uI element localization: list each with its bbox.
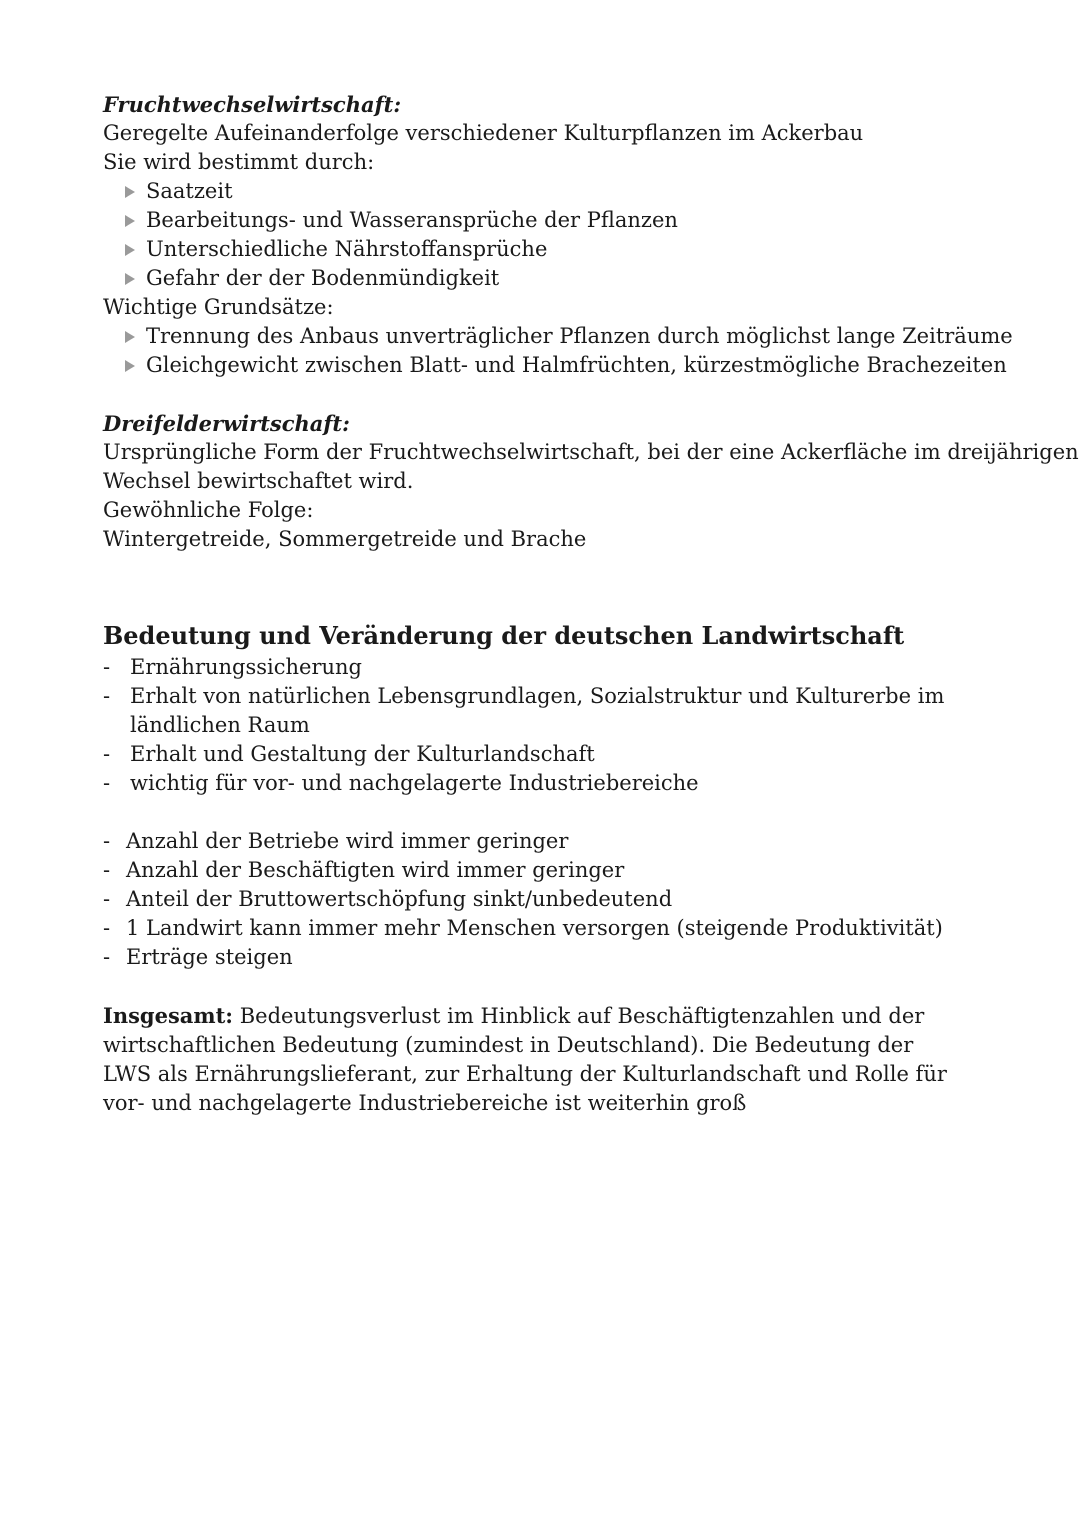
triangle-bullet-icon	[125, 360, 135, 372]
list-item-text: Anteil der Bruttowertschöpfung sinkt/unbedeutend	[126, 887, 673, 911]
dash-bullet: -	[103, 771, 111, 795]
list-item-text: 1 Landwirt kann immer mehr Menschen versorgen (steigende Produktivität)	[126, 916, 943, 940]
list-item	[103, 740, 1003, 769]
list-item-text: Anzahl der Betriebe wird immer geringer	[126, 829, 569, 853]
list-item-text: Saatzeit	[146, 179, 233, 203]
list-item-text: Unterschiedliche Nährstoffansprüche	[146, 237, 548, 261]
triangle-bullet-icon	[125, 273, 135, 285]
sequence-label: Gewöhnliche Folge:	[103, 498, 314, 522]
list-item-text: wichtig für vor- und nachgelagerte Industriebereiche	[130, 771, 699, 795]
spacer	[103, 798, 1003, 827]
determined-by-list	[103, 177, 1003, 293]
dash-bullet: -	[103, 684, 111, 708]
list-item	[125, 322, 1013, 351]
triangle-bullet-icon	[125, 331, 135, 343]
triangle-bullet-icon	[125, 215, 135, 227]
list-item	[103, 856, 1003, 885]
list-item	[103, 682, 1003, 740]
list-item	[103, 914, 1003, 943]
list-item	[103, 885, 1003, 914]
list-item-text: Erhalt und Gestaltung der Kulturlandschaft	[130, 742, 595, 766]
heading-dreifelderwirtschaft: Dreifelderwirtschaft:	[103, 411, 350, 436]
list-item-text: Erhalt von natürlichen Lebensgrundlagen, Sozialstruktur und Kulturerbe im ländlichen Raum	[130, 684, 945, 737]
determined-by-label: Sie wird bestimmt durch:	[103, 150, 375, 174]
changes-list	[103, 827, 1003, 972]
list-item-text: Anzahl der Beschäftigten wird immer geringer	[126, 858, 625, 882]
dash-bullet: -	[103, 742, 111, 766]
summary-label: Insgesamt:	[103, 1003, 234, 1028]
principles-list	[103, 322, 1013, 380]
summary-text: Bedeutungsverlust im Hinblick auf Beschäftigtenzahlen und der wirtschaftlichen Bedeutung (zumindest in Deutschland). Die Bedeutung der LWS als Ernährungslieferant, zur Erhaltung der Kulturlandschaft und Rolle für vor- und nachgelagerte Industriebereiche ist weiterhin groß	[103, 1004, 947, 1115]
dash-bullet: -	[103, 829, 111, 853]
spacer	[103, 554, 1003, 612]
heading-fruchtwechselwirtschaft: Fruchtwechselwirtschaft:	[103, 92, 402, 117]
triangle-bullet-icon	[125, 244, 135, 256]
importance-list	[103, 653, 1003, 798]
list-item	[103, 943, 1003, 972]
summary-paragraph	[103, 1001, 963, 1118]
definition-line-2: Wechsel bewirtschaftet wird.	[103, 469, 414, 493]
dash-bullet: -	[103, 916, 111, 940]
list-item	[103, 653, 1003, 682]
list-item	[103, 827, 1003, 856]
list-item	[125, 177, 1003, 206]
list-item-text: Bearbeitungs- und Wasseransprüche der Pflanzen	[146, 208, 678, 232]
list-item-text: Gefahr der der Bodenmündigkeit	[146, 266, 500, 290]
list-item-text: Ernährungssicherung	[130, 655, 362, 679]
principles-label: Wichtige Grundsätze:	[103, 295, 334, 319]
definition-text: Geregelte Aufeinanderfolge verschiedener Kulturpflanzen im Ackerbau	[103, 121, 864, 145]
dash-bullet: -	[103, 655, 111, 679]
section-heading: Bedeutung und Veränderung der deutschen Landwirtschaft	[103, 621, 905, 650]
list-item-text: Erträge steigen	[126, 945, 293, 969]
sequence-text: Wintergetreide, Sommergetreide und Brache	[103, 527, 587, 551]
list-item	[103, 769, 1003, 798]
list-item	[125, 264, 1003, 293]
list-item-text: Gleichgewicht zwischen Blatt- und Halmfrüchten, kürzestmögliche Brachezeiten	[146, 353, 1007, 377]
dash-bullet: -	[103, 858, 111, 882]
dash-bullet: -	[103, 945, 111, 969]
list-item-text: Trennung des Anbaus unverträglicher Pflanzen durch möglichst lange Zeiträume	[146, 324, 1013, 348]
dash-bullet: -	[103, 887, 111, 911]
definition-line-1: Ursprüngliche Form der Fruchtwechselwirtschaft, bei der eine Ackerfläche im dreijährigen	[103, 440, 1079, 464]
list-item	[125, 235, 1003, 264]
list-item	[125, 351, 1007, 380]
spacer	[103, 380, 1003, 409]
triangle-bullet-icon	[125, 186, 135, 198]
list-item	[125, 206, 1003, 235]
document-page	[103, 90, 1079, 1118]
spacer	[103, 972, 1003, 1001]
